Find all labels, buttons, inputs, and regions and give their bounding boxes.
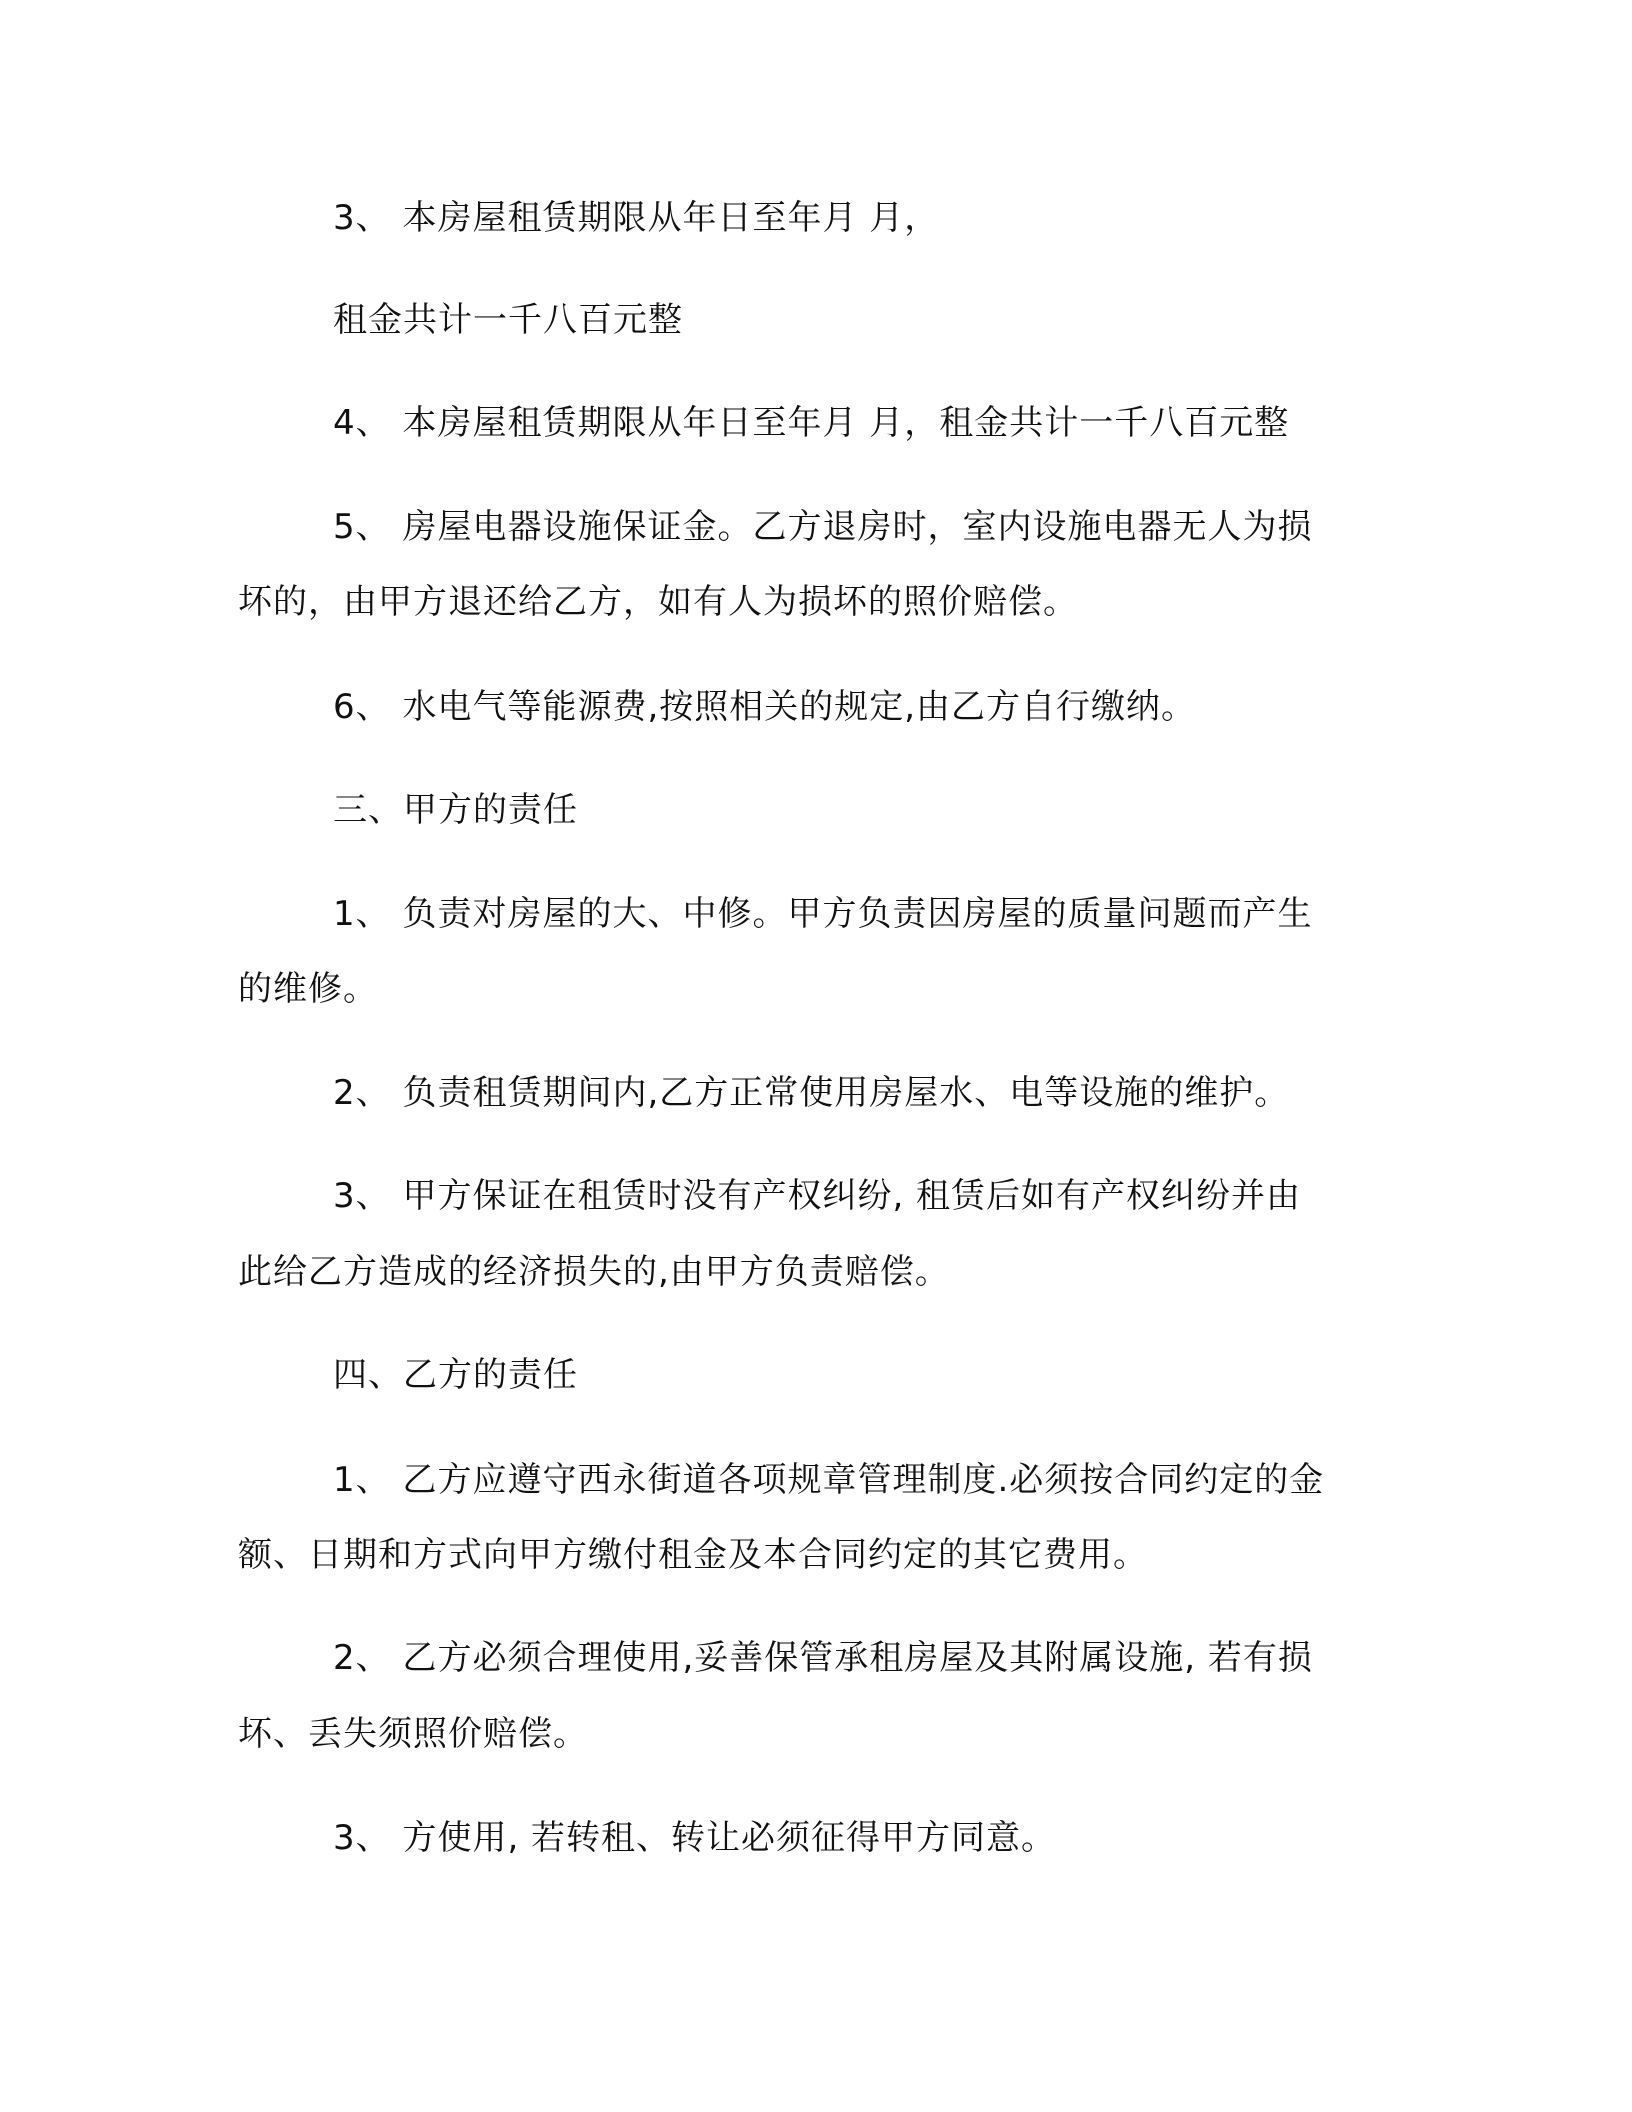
clause-4-term: 4、 本房屋租赁期限从年日至年月 月，租金共计一千八百元整 [333, 403, 1290, 443]
section-heading-party-a: 三、甲方的责任 [333, 790, 578, 830]
party-a-clause-3-line-2: 此给乙方造成的经济损失的,由甲方负责赔偿。 [238, 1252, 950, 1292]
party-a-clause-2: 2、 负责租赁期间内,乙方正常使用房屋水、电等设施的维护。 [333, 1073, 1290, 1113]
section-heading-party-b: 四、乙方的责任 [333, 1355, 578, 1395]
party-b-clause-1-line-2: 额、日期和方式向甲方缴付租金及本合同约定的其它费用。 [238, 1535, 1148, 1575]
clause-5-deposit-line-1: 5、 房屋电器设施保证金。乙方退房时，室内设施电器无人为损 [333, 507, 1313, 547]
clause-3-term-line-2: 租金共计一千八百元整 [333, 300, 683, 340]
party-b-clause-3: 3、 方使用, 若转租、转让必须征得甲方同意。 [333, 1818, 1057, 1858]
clause-5-deposit-line-2: 坏的，由甲方退还给乙方，如有人为损坏的照价赔偿。 [238, 582, 1078, 622]
party-b-clause-2-line-1: 2、 乙方必须合理使用,妥善保管承租房屋及其附属设施, 若有损 [333, 1638, 1313, 1678]
party-a-clause-1-line-1: 1、 负责对房屋的大、中修。甲方负责因房屋的质量问题而产生 [333, 894, 1313, 934]
party-b-clause-2-line-2: 坏、丢失须照价赔偿。 [238, 1714, 588, 1754]
party-a-clause-3-line-1: 3、 甲方保证在租赁时没有产权纠纷, 租赁后如有产权纠纷并由 [333, 1176, 1302, 1216]
party-a-clause-1-line-2: 的维修。 [238, 969, 378, 1009]
clause-6-utilities: 6、 水电气等能源费,按照相关的规定,由乙方自行缴纳。 [333, 687, 1197, 727]
party-b-clause-1-line-1: 1、 乙方应遵守西永街道各项规章管理制度.必须按合同约定的金 [333, 1460, 1325, 1500]
clause-3-term-line-1: 3、 本房屋租赁期限从年日至年月 月， [333, 198, 940, 238]
